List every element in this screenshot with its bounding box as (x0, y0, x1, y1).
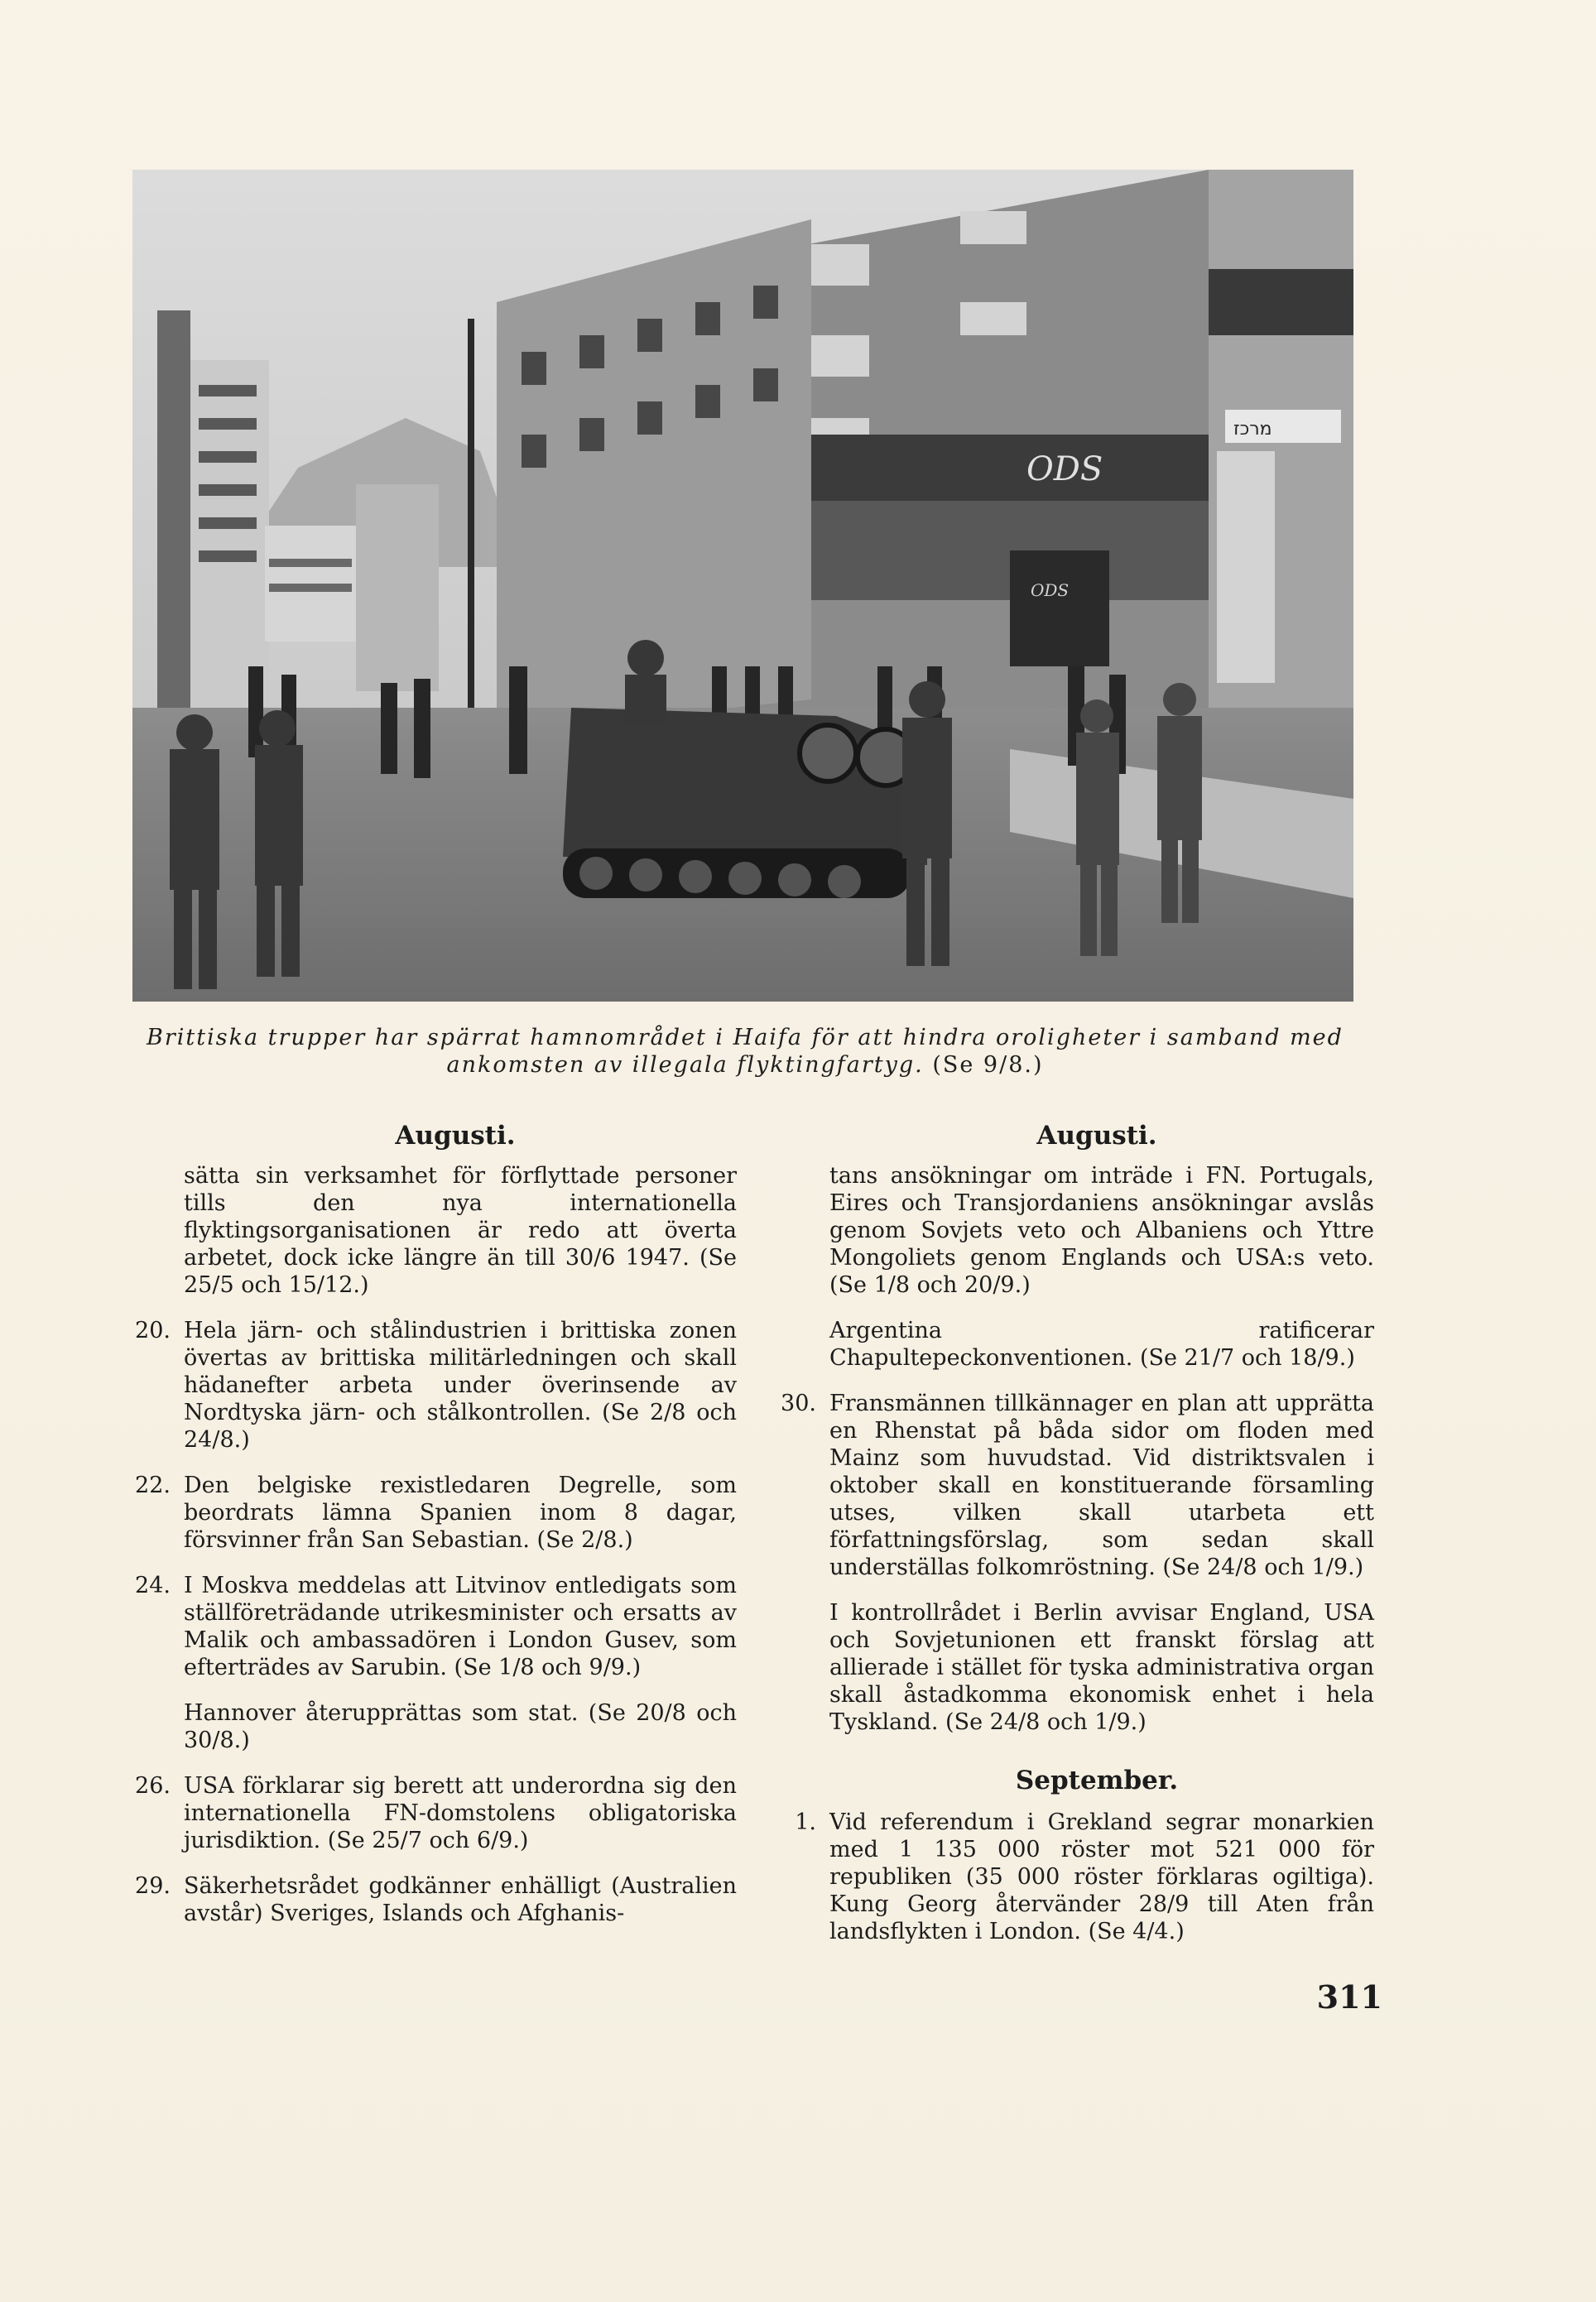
right-column-heading: Augusti. (1036, 1121, 1157, 1151)
entry-24 (124, 1572, 737, 1754)
entry-text: sätta sin verksamhet för förflyttade personer tills den nya internationella flyktingsorganisationen är redo att överta arbetet, dock icke längre än till 30/6 1947. (Se 25/5 och 15/12.) (184, 1163, 737, 1298)
right-column (770, 1119, 1374, 1963)
entry-30 (770, 1390, 1374, 1736)
entry-date: 20. (135, 1318, 171, 1343)
caption-reference: (Se 9/8.) (932, 1052, 1044, 1078)
entry-date: 29. (135, 1873, 171, 1899)
entry-text: Säkerhetsrådet godkänner enhälligt (Australien avstår) Sveriges, Islands och Afghanis- (184, 1873, 737, 1926)
caption-text: Brittiska trupper har spärrat hamnområdet i Haifa för att hindra oroligheter i samband med ankomsten av illegala flyktingfartyg. (147, 1025, 1344, 1078)
entry-continued (124, 1162, 737, 1299)
entry-text: I Moskva meddelas att Litvinov entledigats som ställföreträdande utrikesminister och ersatts av Malik och ambassadören i London Gusev, som efterträdes av Sarubin. (Se 1/8 och 9/9.) (184, 1573, 737, 1680)
entry-text: Den belgiske rexistledaren Degrelle, som beordrats lämna Spanien inom 8 dagar, försvinner från San Sebastian. (Se 2/8.) (184, 1473, 737, 1553)
entry-date: 1. (795, 1809, 816, 1835)
entry-text: tans ansökningar om inträde i FN. Portugals, Eires och Transjordaniens ansökningar avslås genom Sovjets veto och Albaniens och Yttre Mongoliets genom Englands och USA:s veto. (Se 1/8 och 20/9.) (829, 1163, 1374, 1298)
entry-text: Vid referendum i Grekland segrar monarkien med 1 135 000 röster mot 521 000 för republiken (35 000 röster förklaras ogiltiga). Kung Georg återvänder 28/9 till Aten från landsflykten i London. (Se 4/4.) (829, 1809, 1374, 1944)
shop-sign-ods-small: ODS (1031, 580, 1070, 600)
page-number: 311 (1316, 1978, 1382, 2016)
entry-date: 26. (135, 1773, 171, 1799)
photograph-haifa-street (132, 170, 1353, 1002)
entry-text: Fransmännen tillkännager en plan att upprätta en Rhenstat på båda sidor om floden med Mainz som huvudstad. Vid distriktsvalen i oktober skall en konstituerande församling utses, vilken skall utarbeta ett författningsförslag, som sedan skall underställas folkomröstning. (Se 24/8 och 1/9.) (829, 1391, 1374, 1580)
entry-date: 24. (135, 1573, 171, 1598)
entry-26 (124, 1772, 737, 1854)
hebrew-sign: מרכז (1233, 419, 1272, 440)
left-column (124, 1119, 737, 1945)
entry-22 (124, 1472, 737, 1554)
entry-29 (124, 1872, 737, 1927)
entry-text: USA förklarar sig berett att underordna sig den internationella FN-domstolens obligatoriska jurisdiktion. (Se 25/7 och 6/9.) (184, 1773, 737, 1853)
left-column-heading: Augusti. (395, 1121, 516, 1151)
entry-continued (770, 1162, 1374, 1372)
photo-caption (124, 1024, 1366, 1079)
entry-20 (124, 1317, 737, 1454)
shop-sign-ods: ODS (1026, 450, 1103, 488)
entry-text: Hannover återupprättas som stat. (Se 20/8 och 30/8.) (184, 1700, 737, 1753)
entry-date: 30. (781, 1391, 816, 1416)
entry-text: I kontrollrådet i Berlin avvisar England, USA och Sovjetunionen ett franskt förslag att allierade i stället för tyska administrativa organ skall åstadkomma ekonomisk enhet i hela Tyskland. (Se 24/8 och 1/9.) (829, 1600, 1374, 1735)
entry-text: Argentina ratificerar Chapultepeckonventionen. (Se 21/7 och 18/9.) (829, 1318, 1374, 1371)
entry-sept-1 (770, 1809, 1374, 1945)
september-heading: September. (1015, 1766, 1179, 1795)
entry-date: 22. (135, 1473, 171, 1498)
entry-text: Hela järn- och stålindustrien i brittiska zonen övertas av brittiska militärledningen och skall hädanefter arbeta under överinsende av Nordtyska järn- och stålkontrollen. (Se 2/8 och 24/8.) (184, 1318, 737, 1453)
